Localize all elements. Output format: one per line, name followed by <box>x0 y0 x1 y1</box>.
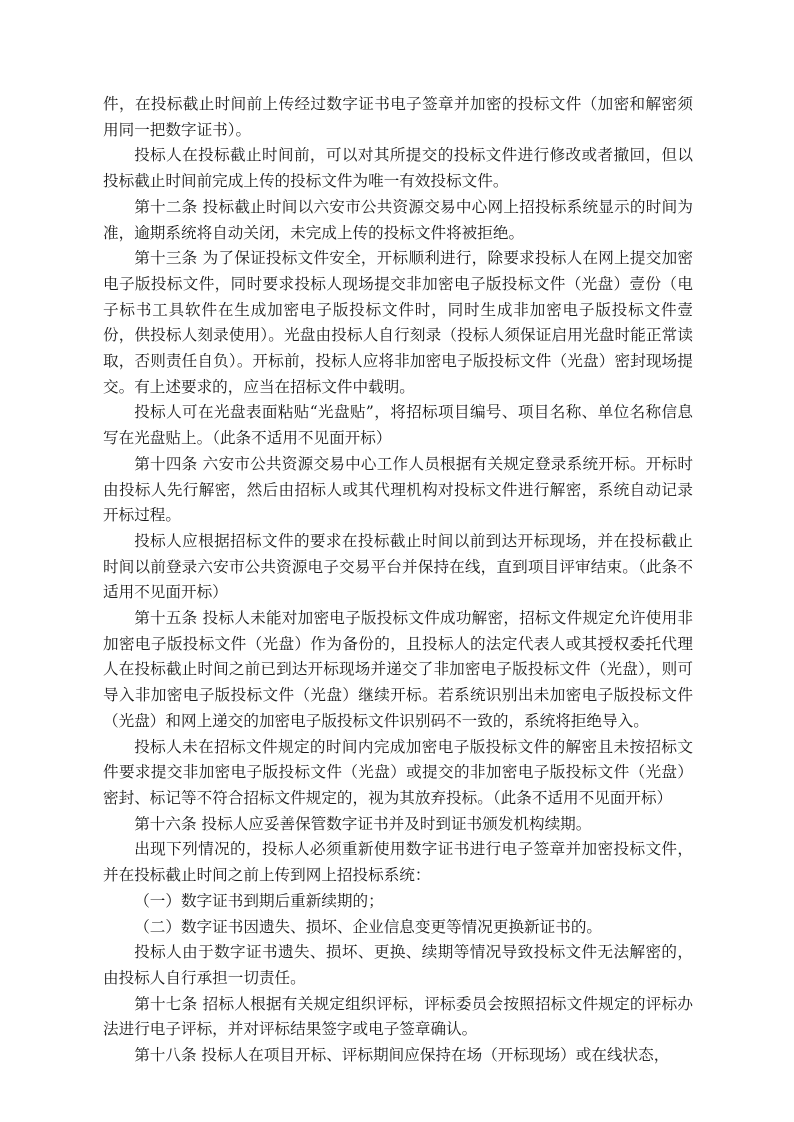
paragraph: 出现下列情况的，投标人必须重新使用数字证书进行电子签章并加密投标文件，并在投标截止时间之前上传到网上招投标系统： <box>103 840 693 885</box>
article-12: 第十二条 投标截止时间以六安市公共资源交易中心网上招投标系统显示的时间为准，逾期系统将自动关闭，未完成上传的投标文件将被拒绝。 <box>103 197 693 242</box>
paragraph: 投标人可在光盘表面粘贴“光盘贴”，将招标项目编号、项目名称、单位名称信息写在光盘贴上。（此条不适用不见面开标） <box>103 403 693 448</box>
article-14: 第十四条 六安市公共资源交易中心工作人员根据有关规定登录系统开标。开标时由投标人先行解密，然后由招标人或其代理机构对投标文件进行解密，系统自动记录开标过程。 <box>103 454 693 525</box>
article-13: 第十三条 为了保证投标文件安全，开标顺利进行，除要求投标人在网上提交加密电子版投标文件，同时要求投标人现场提交非加密电子版投标文件（光盘）壹份（电子标书工具软件在生成加密电子版投标文件时，同时生成非加密电子版投标文件壹份，供投标人刻录使用）。光盘由投标人自行刻录（投标人须保证启用光盘时能正常读取，否则责任自负）。开标前，投标人应将非加密电子版投标文件（光盘）密封现场提交。有上述要求的，应当在招标文件中载明。 <box>103 249 693 396</box>
paragraph: 投标人由于数字证书遗失、损坏、更换、续期等情况导致投标文件无法解密的，由投标人自行承担一切责任。 <box>103 943 693 987</box>
document-body <box>103 92 693 1069</box>
paragraph-continuation: 件，在投标截止时间前上传经过数字证书电子签章并加密的投标文件（加密和解密须用同一把数字证书）。 <box>103 95 693 139</box>
paragraph: 投标人未在招标文件规定的时间内完成加密电子版投标文件的解密且未按招标文件要求提交非加密电子版投标文件（光盘）或提交的非加密电子版投标文件（光盘）密封、标记等不符合招标文件规定的，视为其放弃投标。（此条不适用不见面开标） <box>103 737 693 807</box>
article-18: 第十八条 投标人在项目开标、评标期间应保持在场（开标现场）或在线状态， <box>134 1046 670 1065</box>
list-item: （一）数字证书到期后重新续期的； <box>134 891 384 910</box>
paragraph: 投标人在投标截止时间前，可以对其所提交的投标文件进行修改或者撤回，但以投标截止时间前完成上传的投标文件为唯一有效投标文件。 <box>103 146 693 191</box>
article-15: 第十五条 投标人未能对加密电子版投标文件成功解密，招标文件规定允许使用非加密电子版投标文件（光盘）作为备份的，且投标人的法定代表人或其授权委托代理人在投标截止时间之前已到达开标现场并递交了非加密电子版投标文件（光盘），则可导入非加密电子版投标文件（光盘）继续开标。若系统识别出未加密电子版投标文件（光盘）和网上递交的加密电子版投标文件识别码不一致的，系统将拒绝导入。 <box>103 609 693 730</box>
article-17: 第十七条 招标人根据有关规定组织评标，评标委员会按照招标文件规定的评标办法进行电子评标，并对评标结果签字或电子签章确认。 <box>103 994 693 1039</box>
article-16: 第十六条 投标人应妥善保管数字证书并及时到证书颁发机构续期。 <box>134 814 592 833</box>
paragraph: 投标人应根据招标文件的要求在投标截止时间以前到达开标现场，并在投标截止时间以前登录六安市公共资源电子交易平台并保持在线，直到项目评审结束。（此条不适用不见面开标） <box>103 531 693 602</box>
list-item: （二）数字证书因遗失、损坏、企业信息变更等情况更换新证书的。 <box>134 917 603 936</box>
